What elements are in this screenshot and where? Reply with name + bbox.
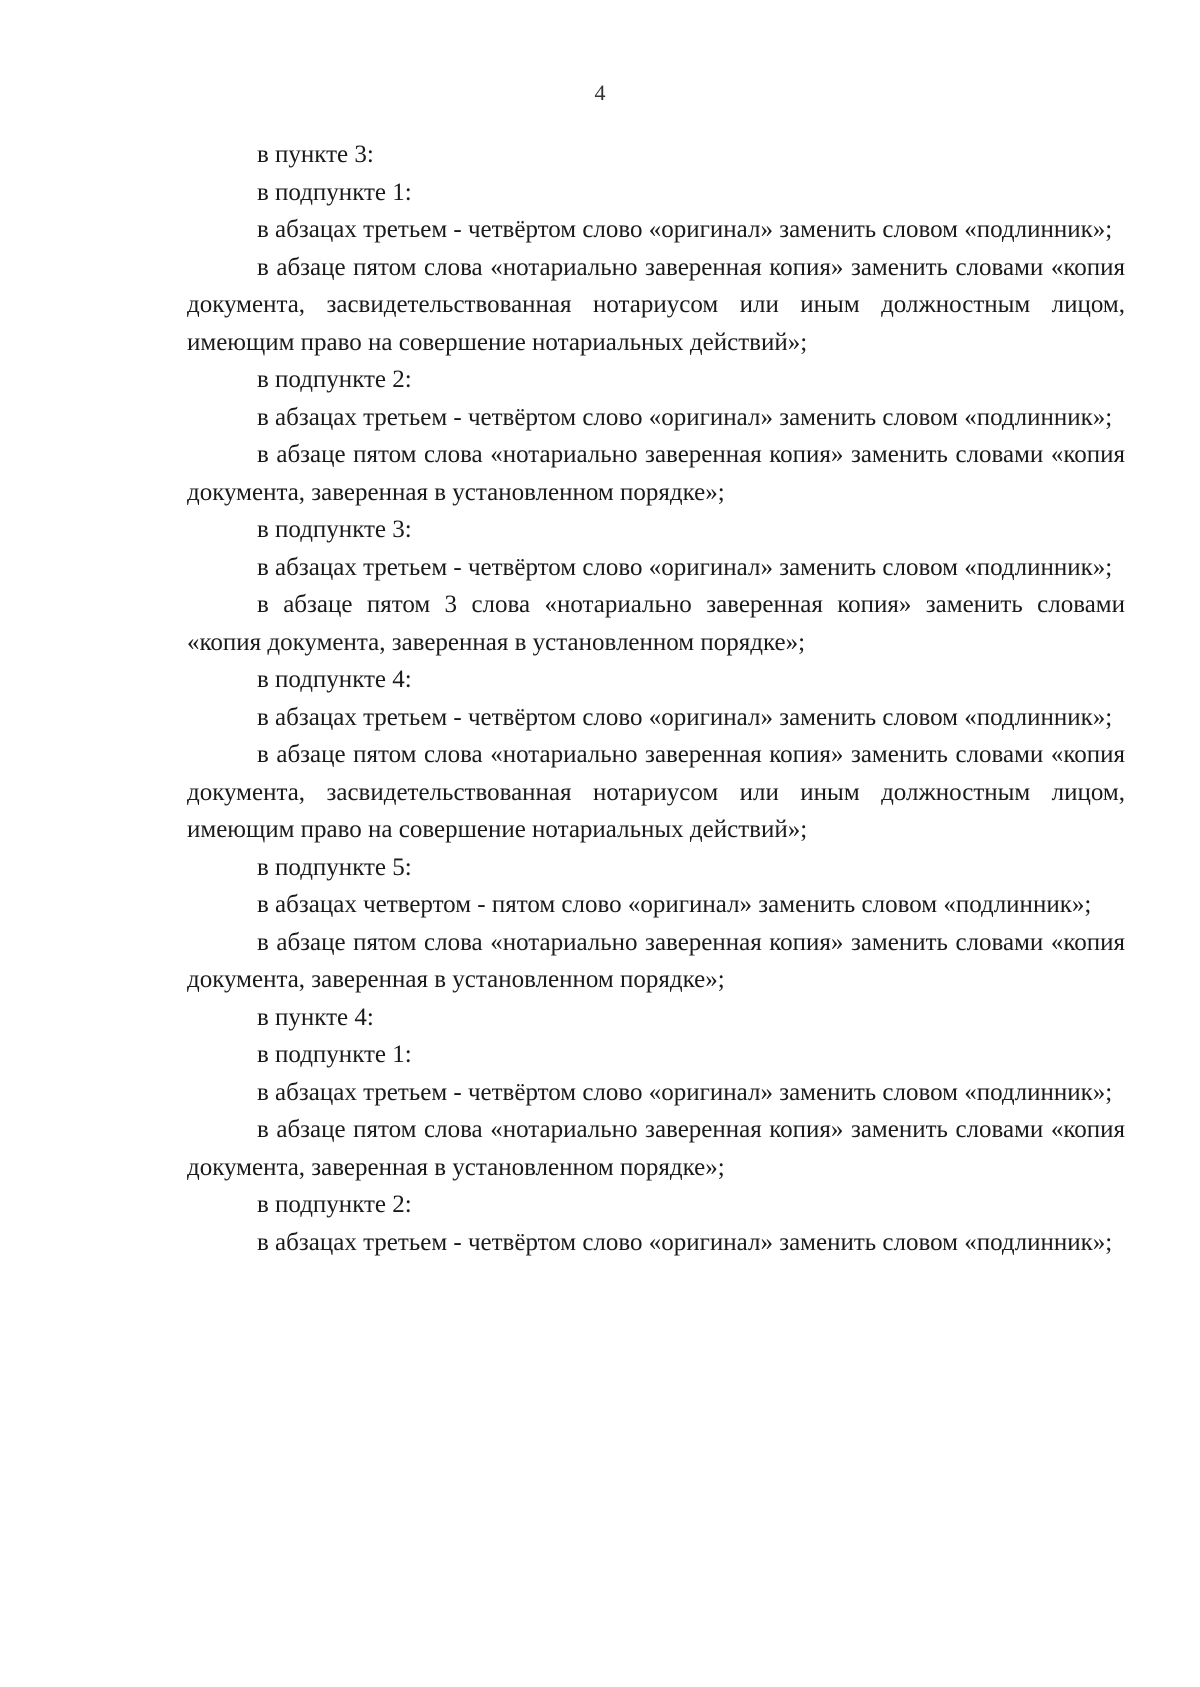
paragraph: в абзацах третьем - четвёртом слово «оригинал» заменить словом «подлинник»;	[257, 553, 1113, 581]
paragraph: в пункте 3:	[257, 141, 374, 168]
paragraph: в абзаце пятом слова «нотариально заверенная копия» заменить словами «копия документа, заверенная в установленном порядке»;	[187, 441, 1125, 506]
paragraph: в абзацах третьем - четвёртом слово «оригинал» заменить словом «подлинник»;	[257, 1078, 1113, 1106]
paragraph: в подпункте 2:	[257, 366, 412, 393]
paragraph: в абзаце пятом слова «нотариально заверенная копия» заменить словами «копия документа, заверенная в установленном порядке»;	[187, 928, 1125, 993]
page-number: 4	[594, 80, 606, 105]
paragraph: в подпункте 2:	[257, 1191, 412, 1218]
paragraph: в абзацах третьем - четвёртом слово «оригинал» заменить словом «подлинник»;	[257, 1228, 1113, 1256]
paragraph: в абзаце пятом 3 слова «нотариально заверенная копия» заменить словами «копия документа, заверенная в установленном порядке»;	[187, 591, 1125, 656]
paragraph: в подпункте 3:	[257, 516, 412, 543]
paragraph: в абзаце пятом слова «нотариально заверенная копия» заменить словами «копия документа, заверенная в установленном порядке»;	[187, 1116, 1125, 1181]
paragraph: в абзацах третьем - четвёртом слово «оригинал» заменить словом «подлинник»;	[257, 703, 1113, 731]
paragraph: в подпункте 1:	[257, 178, 412, 206]
paragraph: в абзаце пятом слова «нотариально заверенная копия» заменить словами «копия документа, засвидетельствованная нотариусом или иным должностным лицом, имеющим право на совершение нотариальных действий»;	[187, 741, 1125, 843]
paragraph: в абзацах третьем - четвёртом слово «оригинал» заменить словом «подлинник»;	[257, 403, 1113, 431]
paragraph: в подпункте 4:	[257, 666, 412, 693]
paragraph: в абзаце пятом слова «нотариально заверенная копия» заменить словами «копия документа, засвидетельствованная нотариусом или иным должностным лицом, имеющим право на совершение нотариальных действий»;	[187, 253, 1125, 356]
paragraph: в абзацах третьем - четвёртом слово «оригинал» заменить словом «подлинник»;	[257, 216, 1113, 243]
paragraph: в подпункте 1:	[257, 1041, 412, 1068]
document-body	[187, 136, 1125, 1261]
paragraph: в пункте 4:	[257, 1003, 374, 1031]
paragraph: в подпункте 5:	[257, 853, 412, 881]
paragraph: в абзацах четвертом - пятом слово «оригинал» заменить словом «подлинник»;	[257, 891, 1092, 918]
